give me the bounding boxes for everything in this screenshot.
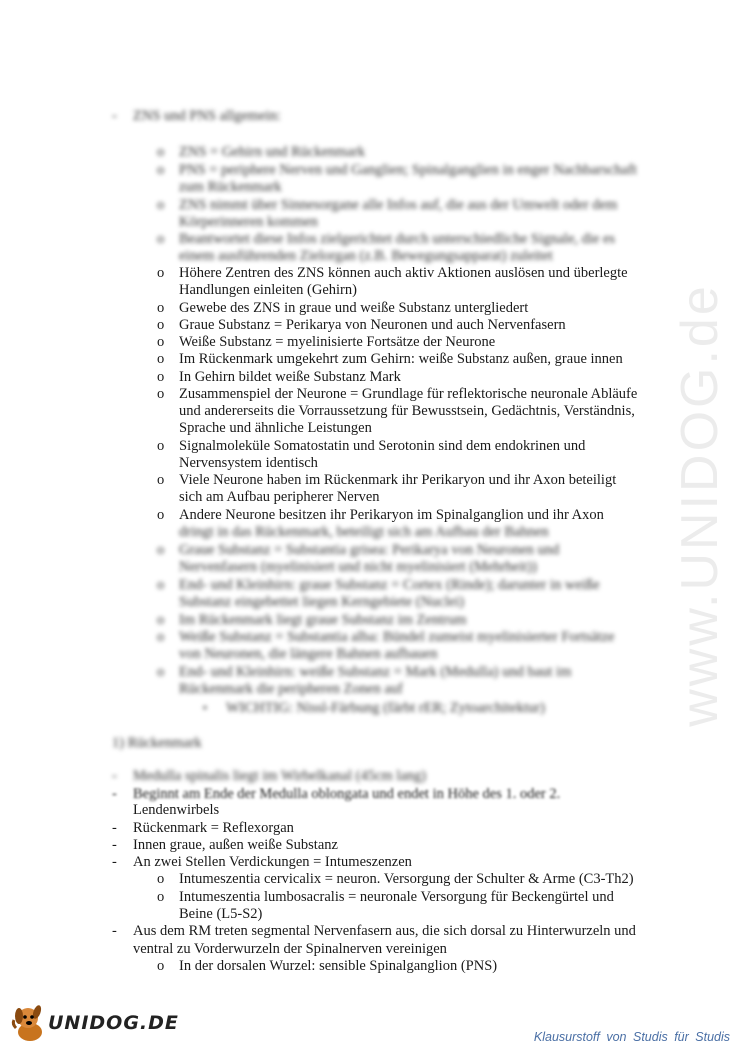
bullet-line: Andere Neurone besitzen ihr Perikaryon im Spinalganglion und ihr Axon — [179, 507, 604, 523]
bullet-line: einem ausführenden Zielorgan (z.B. Bewegungsapparat) zuleitet — [179, 248, 553, 264]
bullet-line: Aus dem RM treten segmental Nervenfasern aus, die sich dorsal zu Hinterwurzeln und — [133, 923, 636, 939]
dash-marker: - — [112, 768, 117, 784]
bullet-line: In der dorsalen Wurzel: sensible Spinalganglion (PNS) — [179, 958, 498, 974]
bullet-line: Nervensystem identisch — [179, 455, 318, 471]
bullet-line: Beine (L5-S2) — [179, 906, 263, 922]
circle-marker: o — [157, 507, 165, 523]
bullet-line: Handlungen einleiten (Gehirn) — [179, 282, 357, 298]
bullet-line: Graue Substanz = Substantia grisea: Perikarya von Neuronen und — [179, 542, 560, 558]
dash-marker: - — [112, 854, 117, 870]
bullet-line: ZNS nimmt über Sinnesorgane alle Infos auf, die aus der Umwelt oder dem — [179, 197, 618, 213]
circle-marker: o — [157, 664, 165, 680]
logo-text: UNIDOG.DE — [48, 1012, 179, 1034]
bullet-line: WICHTIG: Nissl-Färbung (färbt rER; Zytoarchitektur) — [226, 700, 545, 716]
bullet-line: Substanz eingebettet liegen Kerngebiete (Nuclei) — [179, 594, 465, 610]
dash-marker: - — [112, 786, 117, 802]
circle-marker: o — [157, 369, 165, 385]
bullet-line: Weiße Substanz = myelinisierte Fortsätze der Neurone — [179, 334, 496, 350]
circle-marker: o — [157, 144, 165, 160]
bullet-line: End- und Kleinhirn: weiße Substanz = Mark (Medulla) und baut im — [179, 664, 572, 680]
bullet-line: Innen graue, außen weiße Substanz — [133, 837, 338, 853]
bullet-line: Lendenwirbels — [133, 802, 220, 818]
bullet-line: sich am Aufbau peripherer Nerven — [179, 489, 380, 505]
bullet-line: Beginnt am Ende der Medulla oblongata und endet in Höhe des 1. oder 2. — [133, 786, 561, 802]
bullet-line: Beantwortet diese Infos zielgerichtet durch unterschiedliche Signale, die es — [179, 231, 616, 247]
bullet-line: Weiße Substanz = Substantia alba: Bündel zumeist myelinisierter Fortsätze — [179, 629, 615, 645]
circle-marker: o — [157, 889, 165, 905]
bullet-line: dringt in das Rückenmark, beteiligt sich am Aufbau der Bahnen — [179, 524, 549, 540]
circle-marker: o — [157, 629, 165, 645]
circle-marker: o — [157, 438, 165, 454]
bullet-line: End- und Kleinhirn: graue Substanz = Cortex (Rinde); darunter in weiße — [179, 577, 600, 593]
bullet-line: Signalmoleküle Somatostatin und Serotonin sind dem endokrinen und — [179, 438, 586, 454]
bullet-line: Körperinneren kommen — [179, 214, 318, 230]
circle-marker: o — [157, 334, 165, 350]
bullet-line: Sprache und ähnliche Leistungen — [179, 420, 372, 436]
circle-marker: o — [157, 577, 165, 593]
circle-marker: o — [157, 542, 165, 558]
dash-marker: - — [112, 923, 117, 939]
bullet-line: Intumeszentia lumbosacralis = neuronale Versorgung für Beckengürtel und — [179, 889, 614, 905]
bullet-line: Nervenfasern (myelinisiert und nicht myelinisiert (Mehrheit)) — [179, 559, 537, 575]
circle-marker: o — [157, 386, 165, 402]
bullet-line: ZNS = Gehirn und Rückenmark — [179, 144, 366, 160]
bullet-line: Graue Substanz = Perikarya von Neuronen und auch Nervenfasern — [179, 317, 566, 333]
bullet-line: Im Rückenmark umgekehrt zum Gehirn: weiße Substanz außen, graue innen — [179, 351, 623, 367]
dog-icon — [8, 1002, 52, 1046]
circle-marker: o — [157, 472, 165, 488]
bullet-line: Rückenmark die peripheren Zonen auf — [179, 681, 403, 697]
section-heading-rueckenmark: 1) Rückenmark — [112, 735, 202, 751]
bullet-line: von Neuronen, die längere Bahnen aufbauen — [179, 646, 438, 662]
dash-marker: - — [112, 820, 117, 836]
circle-marker: o — [157, 300, 165, 316]
circle-marker: o — [157, 265, 165, 281]
dash-marker: - — [112, 837, 117, 853]
bullet-line: In Gehirn bildet weiße Substanz Mark — [179, 369, 401, 385]
bullet-line: ventral zu Vorderwurzeln der Spinalnerven vereinigen — [133, 941, 447, 957]
footer-tagline: Klausurstoff von Studis für Studis — [533, 1030, 730, 1044]
bullet-line: Gewebe des ZNS in graue und weiße Substanz untergliedert — [179, 300, 529, 316]
circle-marker: o — [157, 958, 165, 974]
bullet-line: und andererseits die Vorraussetzung für Bewusstsein, Gedächtnis, Verständnis, — [179, 403, 635, 419]
bullet-line: Zusammenspiel der Neurone = Grundlage für reflektorische neuronale Abläufe — [179, 386, 638, 402]
bullet-line: PNS = periphere Nerven und Ganglien; Spinalganglien in enger Nachbarschaft — [179, 162, 637, 178]
circle-marker: o — [157, 231, 165, 247]
bullet-line: Viele Neurone haben im Rückenmark ihr Perikaryon und ihr Axon beteiligt — [179, 472, 617, 488]
bullet-line: Im Rückenmark liegt graue Substanz im Zentrum — [179, 612, 467, 628]
circle-marker: o — [157, 197, 165, 213]
bullet-line: Rückenmark = Reflexorgan — [133, 820, 294, 836]
circle-marker: o — [157, 162, 165, 178]
square-marker: ▪ — [203, 702, 207, 714]
bullet-line: An zwei Stellen Verdickungen = Intumeszenzen — [133, 854, 412, 870]
circle-marker: o — [157, 351, 165, 367]
bullet-line: Medulla spinalis liegt im Wirbelkanal (45cm lang) — [133, 768, 427, 784]
circle-marker: o — [157, 612, 165, 628]
circle-marker: o — [157, 871, 165, 887]
bullet-line: zum Rückenmark — [179, 179, 282, 195]
bullet-line: Höhere Zentren des ZNS können auch aktiv Aktionen auslösen und überlegte — [179, 265, 628, 281]
unidog-logo[interactable] — [8, 1002, 178, 1050]
circle-marker: o — [157, 317, 165, 333]
dash-marker: - — [112, 108, 117, 124]
section-heading-zns-pns: ZNS und PNS allgemein: — [133, 108, 281, 124]
watermark: www.UNIDOG.de — [671, 283, 729, 727]
bullet-line: Intumeszentia cervicalix = neuron. Versorgung der Schulter & Arme (C3-Th2) — [179, 871, 634, 887]
